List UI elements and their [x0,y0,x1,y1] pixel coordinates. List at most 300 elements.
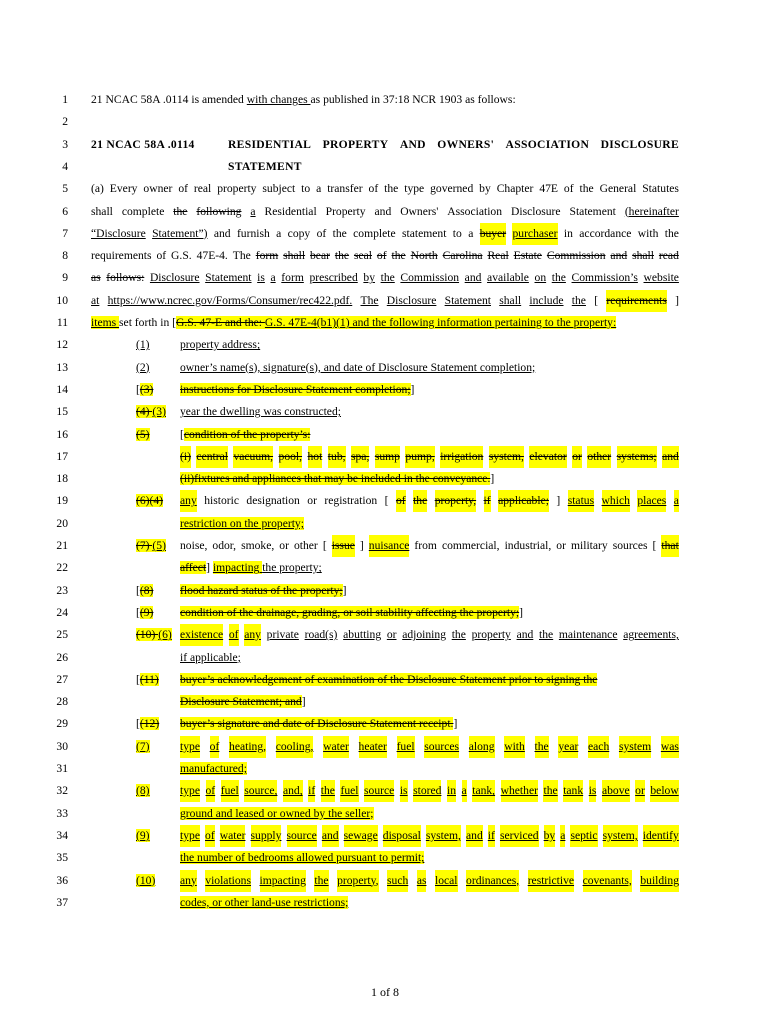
line-text [91,178,679,200]
text-segment: type [180,736,200,758]
text-segment: type [180,825,200,847]
text-segment: Statement [205,271,252,285]
text-segment: ordinances, [466,870,519,892]
text-segment: as [91,271,101,285]
text-segment: other [587,446,611,468]
text-segment: the [571,293,586,307]
text-segment: existence [180,624,223,646]
text-segment: Real [487,249,509,263]
text-segment: a [462,780,467,802]
title-word: AND [399,137,426,151]
text-segment: ] [556,494,561,508]
text-segment: Residential [264,204,317,218]
text-segment: septic [570,825,597,847]
num-segment: [ [136,382,140,396]
line-text [180,334,679,356]
line-text [180,669,679,691]
text-segment: and, [283,780,303,802]
text-segment: include [529,293,564,307]
document-line [0,892,770,914]
text-segment: Association [447,204,503,218]
line-number: 19 [56,494,68,508]
text-segment: shall [283,249,306,263]
text-segment: read [658,249,679,263]
text-segment: or [279,539,289,552]
text-segment: local [435,870,458,892]
item-number [136,580,153,602]
text-segment: heater [359,736,387,758]
document-line [0,201,770,223]
text-segment: of [205,825,215,847]
line-number: 32 [56,784,68,798]
text-segment: elevator [529,446,566,468]
text-segment: the [579,182,594,196]
text-segment: condition of the drainage, grading, or soil stability affecting the property; [180,605,520,619]
text-segment: the [321,780,335,802]
title-word: OWNERS' [437,137,495,151]
text-segment: shall [499,293,522,307]
num-segment: (4) [136,405,153,419]
text-segment: the [314,870,328,892]
text-segment: Disclosure [386,293,437,307]
line-text [180,557,679,579]
text-segment: which [602,490,630,512]
item-number [136,490,163,512]
text-segment: system, [426,825,461,847]
document-line [0,736,770,758]
text-segment: Every [109,182,138,196]
text-segment: G.S. 47E-4(b1)(1) and the following information pertaining to the property: [264,316,617,329]
text-segment: sump [375,446,400,468]
text-segment: noise, [180,539,208,552]
text-segment: tub, [328,446,346,468]
text-segment: (hereinafter [624,204,679,218]
text-segment: below [650,780,678,802]
document-line [0,580,770,602]
line-number: 2 [62,115,68,129]
line-number: 17 [56,449,68,463]
line-text [180,847,679,869]
text-segment: General [599,182,637,196]
document-line [0,156,770,178]
text-segment: buyer’s signature and date of Disclosure Statement receipt. [180,717,454,731]
document-line [0,713,770,735]
line-text [180,647,679,669]
text-segment: source [287,825,317,847]
text-segment: (i) [180,446,191,468]
text-segment: Estate [513,249,542,263]
text-segment: a [560,825,565,847]
text-segment: sewage [344,825,378,847]
text-segment: the [173,204,188,218]
document-line [0,780,770,802]
num-segment: (3) [152,405,166,419]
text-segment: water [323,736,349,758]
text-segment: “Disclosure [91,226,146,240]
text-segment: pool, [279,446,303,468]
text-segment: [ [594,293,599,307]
text-segment: of [229,624,239,646]
text-segment: fuel [397,736,415,758]
line-text [180,758,679,780]
text-segment: odor, [212,539,237,552]
text-segment: a [468,226,474,240]
text-segment: fuel [340,780,358,802]
text-segment: instructions for Disclosure Statement completion; [180,382,411,396]
text-segment: buyer [480,223,506,245]
text-segment: year the dwelling was constructed; [180,405,341,419]
document-line [0,424,770,446]
text-segment: system, [489,446,524,468]
text-segment: Carolina [442,249,483,263]
text-segment: stored [413,780,441,802]
line-number: 11 [56,316,68,329]
text-segment: in [447,780,456,802]
text-segment: property [471,628,511,642]
num-segment: (1) [136,338,150,352]
text-segment: form [255,249,279,263]
text-segment: transfer [327,182,363,196]
text-segment: property, [435,490,476,512]
line-number: 7 [62,226,68,240]
text-segment: set forth in [ [119,316,177,329]
text-segment: owner’s name(s), signature(s), and date of Disclosure Statement completion; [180,360,536,374]
text-segment: as [417,870,427,892]
document-line [0,223,770,245]
text-segment: disposal [383,825,421,847]
num-segment: (6)(4) [136,494,164,508]
line-text [180,803,679,825]
text-segment: if applicable; [180,650,241,664]
line-number: 25 [56,628,68,642]
text-segment: seal [353,249,372,263]
text-segment: ] [410,382,415,396]
text-segment: Statement [569,204,616,218]
text-segment: Commission [400,271,460,285]
line-text [180,424,679,446]
text-segment: accordance [579,226,632,240]
text-segment: or [386,628,397,642]
line-number: 18 [56,472,68,486]
text-segment: type [404,182,425,196]
text-segment: purchaser [512,223,557,245]
text-segment: tank [563,780,583,802]
text-segment: Disclosure [149,271,200,285]
document-line [0,847,770,869]
text-segment: any [180,870,197,892]
document-line [0,89,770,111]
text-segment: buyer’s acknowledgement of examination of the Disclosure Statement prior to signing the [180,672,598,686]
text-segment: of [316,226,327,240]
text-segment: was [661,736,679,758]
text-segment: vacuum, [233,446,273,468]
text-segment: Statutes [642,182,679,196]
line-number: 36 [56,873,68,887]
text-segment: shall [91,204,113,218]
title-word: DISCLOSURE [600,137,679,151]
text-segment: with changes [246,93,311,106]
line-text [91,201,679,223]
text-segment: Statement [444,293,491,307]
document-line [0,870,770,892]
text-segment: ] [301,695,306,709]
text-segment: the [451,628,466,642]
text-segment: Property [325,204,366,218]
text-segment: ] [359,539,364,552]
text-segment: bear [310,249,330,263]
text-segment: supply [251,825,282,847]
line-number: 28 [56,695,68,709]
rule-title-continued: STATEMENT [228,159,302,173]
line-number: 9 [62,271,68,285]
line-number: 27 [56,672,68,686]
text-segment: and [610,249,628,263]
line-number: 3 [62,137,68,151]
item-number [136,424,150,446]
text-segment: with [637,226,659,240]
num-segment: [ [136,717,140,731]
item-number [136,535,166,557]
text-segment: [ [322,539,327,552]
line-number: 29 [56,717,68,731]
line-text [180,535,679,557]
text-segment: shall [632,249,654,263]
line-number: 37 [56,895,68,909]
text-segment: at [91,293,100,307]
text-segment: issue [332,535,355,557]
document-line [0,178,770,200]
line-number: 20 [56,516,68,530]
text-segment: requirements [91,249,152,263]
text-segment: building [640,870,679,892]
text-segment: to [452,226,462,240]
text-segment: tank, [472,780,495,802]
line-number: 14 [56,382,68,396]
text-segment: and [322,825,339,847]
text-segment: The [360,293,379,307]
text-segment: private [266,628,299,642]
document-line [0,602,770,624]
text-segment: of [376,249,387,263]
text-segment: industrial, [504,539,552,552]
text-segment: (ii)fixtures and appliances that may be included in the conveyance. [180,472,491,486]
text-segment: as published in 37:18 NCR 1903 as follows: [310,93,516,106]
line-text [180,602,679,624]
text-segment: website [643,271,679,285]
text-segment: complete [121,204,165,218]
text-segment: a [674,490,679,512]
text-segment: requirements [606,290,667,312]
num-segment: (11) [139,672,159,686]
num-segment: (3) [139,382,154,396]
text-segment: ] [206,561,213,575]
text-segment: year [558,736,578,758]
text-segment: [ [180,427,184,441]
text-segment: Disclosure Statement; and [180,695,302,709]
line-text [180,401,679,423]
line-number: 26 [56,650,68,664]
document-line [0,401,770,423]
line-number: 4 [62,159,68,173]
text-segment: ] [519,605,524,619]
document-line [0,825,770,847]
num-segment: (9) [139,605,154,619]
line-text [180,490,679,512]
text-segment: smoke, [241,539,275,552]
text-segment: agreements, [623,628,679,642]
rule-title [228,134,679,156]
text-segment: ] [342,583,347,597]
document-line [0,669,770,691]
text-segment: identify [643,825,679,847]
line-number: 8 [62,249,68,263]
text-segment: property, [337,870,378,892]
text-segment: serviced [500,825,539,847]
text-segment: of [178,182,188,196]
text-segment: if [308,780,315,802]
text-segment: status [568,490,594,512]
line-number: 15 [56,405,68,419]
line-text [180,691,679,713]
text-segment: G.S. 47-E and the: [176,316,265,329]
text-segment: Commission [546,249,606,263]
text-segment: restriction on the property; [180,516,304,530]
text-segment: and [466,825,483,847]
line-text [91,245,679,267]
title-word: PROPERTY [322,137,389,151]
text-segment: form [281,271,304,285]
text-segment: such [387,870,408,892]
text-segment: flood hazard status of the property; [180,583,343,597]
text-segment: affect [180,561,207,575]
num-segment: (12) [139,717,160,731]
text-segment: is [257,271,265,285]
item-number [136,669,159,691]
text-segment: historic [204,494,239,508]
text-segment: Disclosure [510,204,561,218]
text-segment: condition of the property’s: [183,427,311,441]
text-segment: Commission’s [571,271,638,285]
num-segment: (9) [136,828,150,842]
text-segment: designation [246,494,300,508]
text-segment: subject [262,182,296,196]
num-segment: (2) [136,360,150,374]
item-number [136,357,150,379]
text-segment: Statement”) [152,226,208,240]
text-segment: to [301,182,311,196]
text-segment: restrictive [528,870,574,892]
text-segment: and [516,628,534,642]
text-segment: whether [501,780,538,802]
text-segment: Owners' [400,204,439,218]
text-segment: violations [205,870,251,892]
text-segment: abutting [343,628,382,642]
text-segment: furnish [236,226,270,240]
item-number [136,334,150,356]
text-segment: sources [612,539,648,552]
text-segment: on [534,271,547,285]
line-number: 35 [56,851,68,865]
line-text [180,624,679,646]
text-segment: a [276,226,282,240]
line-text [180,870,679,892]
text-segment: complete [353,226,396,240]
text-segment: systems; [617,446,657,468]
line-text [180,513,679,535]
text-segment: 47E-4. [196,249,228,263]
line-text [91,89,679,111]
line-number: 5 [62,182,68,196]
document-line [0,647,770,669]
text-segment: the [391,249,406,263]
text-segment: manufactured; [180,762,247,775]
text-segment: the [334,249,350,263]
text-segment: maintenance [558,628,618,642]
line-number: 23 [56,583,68,597]
text-segment: with [504,736,525,758]
text-segment: of [156,249,167,263]
document-line [0,535,770,557]
text-segment: the [384,182,399,196]
document-line [0,624,770,646]
num-segment: [ [136,605,140,619]
line-text [180,580,679,602]
text-segment: the [380,271,395,285]
line-number: 16 [56,427,68,441]
text-segment: the [413,490,427,512]
text-segment: or [556,539,566,552]
line-text [180,357,679,379]
document-line [0,758,770,780]
document-line [0,691,770,713]
text-segment: a [316,182,322,196]
text-segment: and [464,271,482,285]
document-line [0,245,770,267]
text-segment: source [364,780,394,802]
text-segment: the number of bedrooms allowed pursuant to permit; [180,851,425,865]
text-segment: a [270,271,276,285]
document-line [0,111,770,133]
item-number [136,780,150,802]
text-segment: military [570,539,608,552]
item-number [136,825,150,847]
text-segment: of [563,182,574,196]
line-text [180,379,679,401]
text-segment: pump, [405,446,434,468]
text-segment: irrigation [440,446,483,468]
text-segment: and [213,226,231,240]
text-segment: impacting [212,561,263,575]
line-number: 1 [62,93,68,106]
text-segment: follows: [106,271,145,285]
line-number: 31 [56,762,68,775]
line-number: 21 [56,539,68,552]
document-line [0,557,770,579]
num-segment: (6) [158,628,172,642]
line-text [91,312,679,334]
text-segment: 47E [539,182,558,196]
text-segment: or [307,494,317,508]
text-segment: the [543,780,557,802]
text-segment: and [374,204,392,218]
line-text [91,267,679,289]
document-line [0,490,770,512]
text-segment: type [180,780,200,802]
rule-citation: 21 NCAC 58A .0114 [91,137,195,151]
text-segment: the [551,271,566,285]
item-number [136,736,150,758]
text-segment: a [250,204,256,218]
